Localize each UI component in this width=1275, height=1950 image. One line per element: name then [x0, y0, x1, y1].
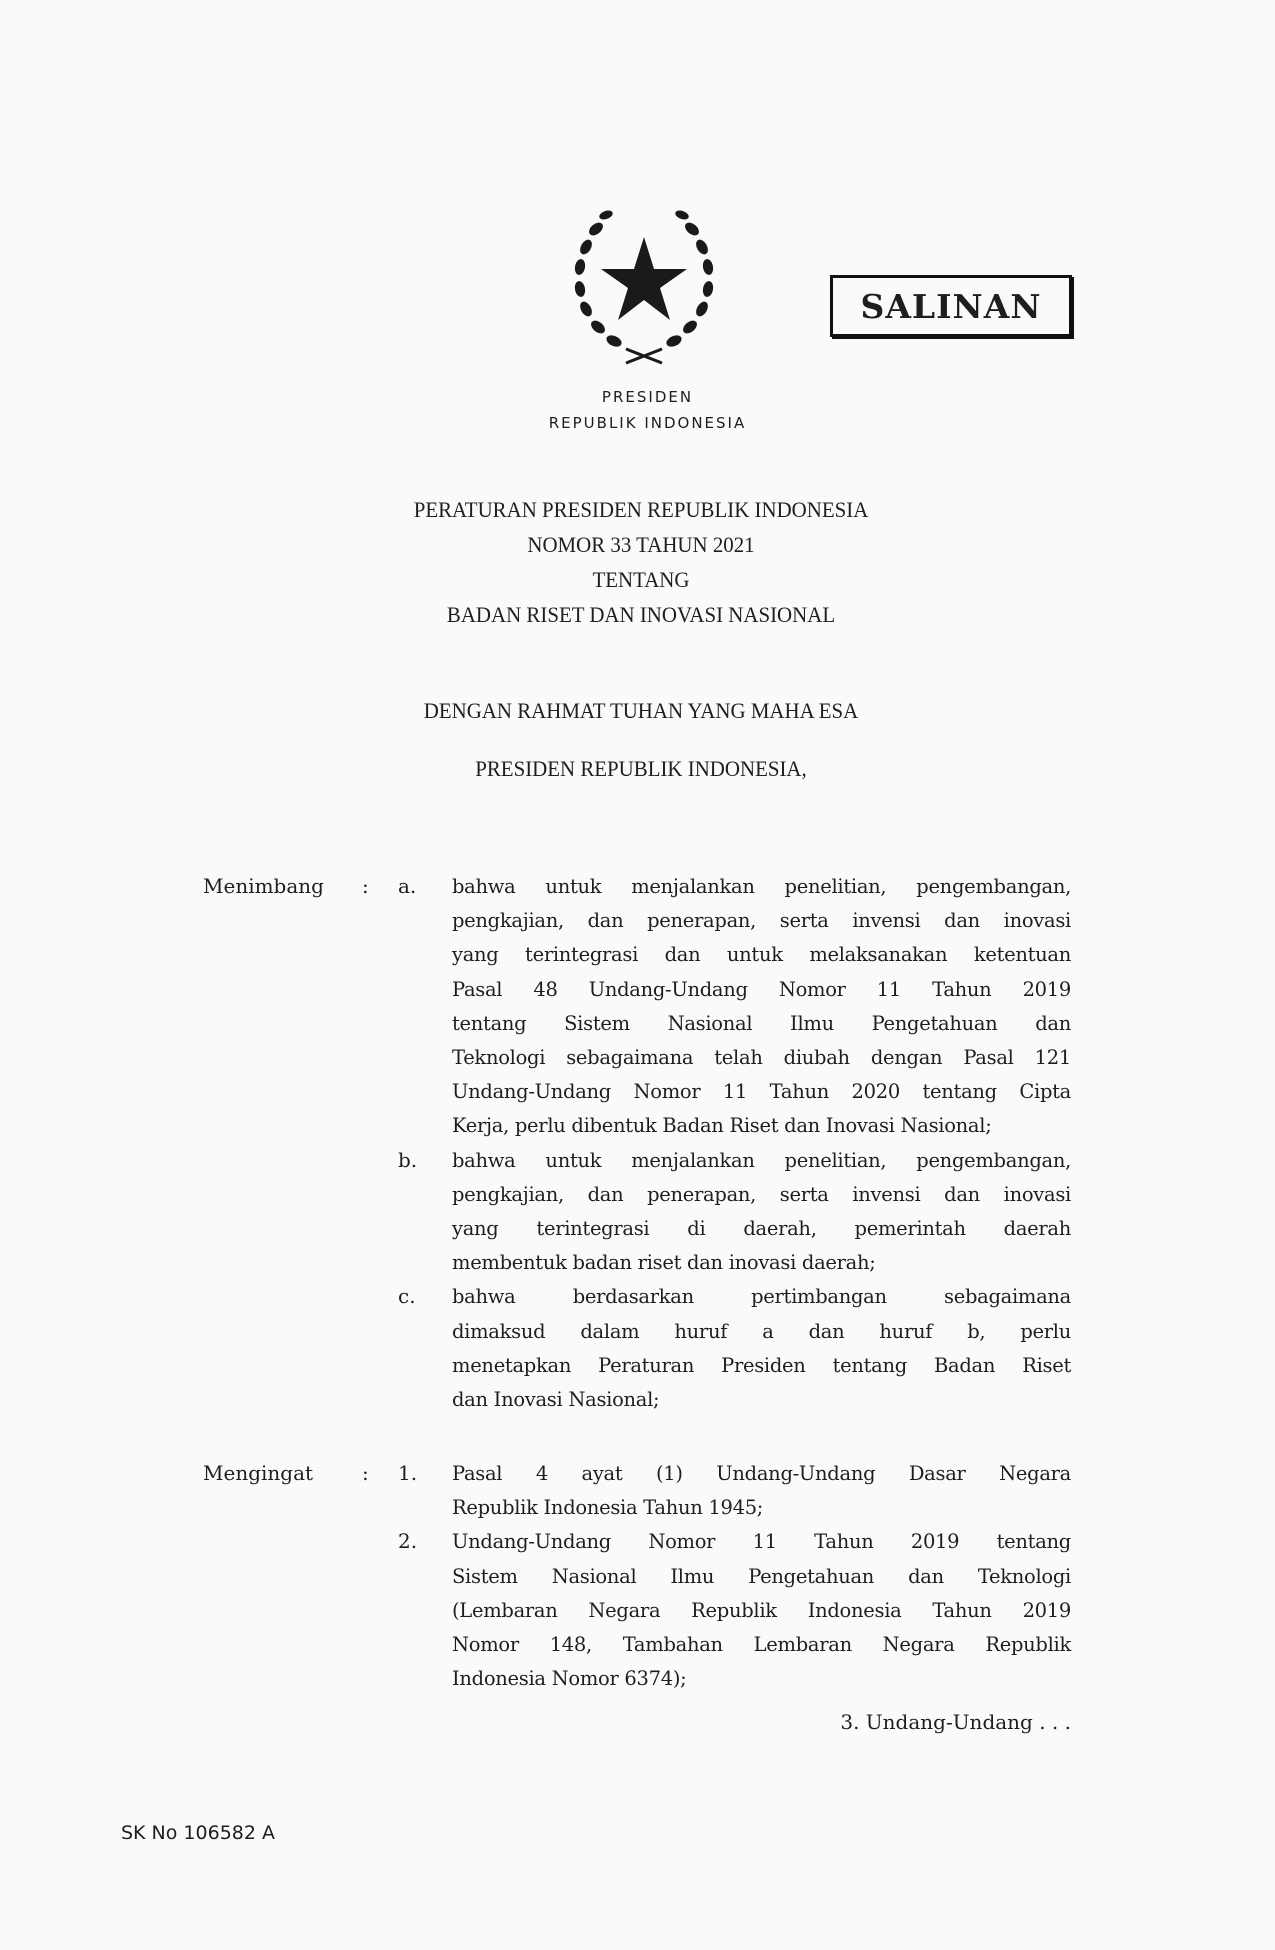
menimbang-item-line: bahwa untuk menjalankan penelitian, pengembangan, [452, 875, 1071, 898]
menimbang-item-line: Undang-Undang Nomor 11 Tahun 2020 tentang Cipta [452, 1080, 1071, 1104]
menimbang-item-line: dan Inovasi Nasional; [452, 1388, 660, 1411]
mengingat-item-line: Nomor 148, Tambahan Lembaran Negara Republik [452, 1633, 1071, 1656]
menimbang-item-line: yang terintegrasi dan untuk melaksanakan ketentuan [452, 943, 1071, 967]
menimbang-item-marker: a. [398, 874, 417, 898]
mengingat-item-marker: 1. [398, 1461, 418, 1485]
menimbang-label: Menimbang [203, 874, 324, 898]
menimbang-item-line: pengkajian, dan penerapan, serta invensi dan inovasi [452, 1182, 1071, 1206]
mengingat-item-line: Republik Indonesia Tahun 1945; [452, 1496, 764, 1520]
menimbang-item-line: bahwa untuk menjalankan penelitian, pengembangan, [452, 1148, 1071, 1172]
menimbang-item-line: yang terintegrasi di daerah, pemerintah daerah [452, 1217, 1071, 1240]
mengingat-item-line: Undang-Undang Nomor 11 Tahun 2019 tentang [452, 1530, 1071, 1554]
mengingat-colon: : [362, 1461, 369, 1485]
mengingat-item-line: Indonesia Nomor 6374); [452, 1667, 687, 1691]
title-line-3: TENTANG [592, 567, 690, 592]
menimbang-item-marker: b. [398, 1147, 418, 1172]
mengingat-item-line: Sistem Nasional Ilmu Pengetahuan dan Teknologi [452, 1564, 1071, 1588]
menimbang-item-line: Kerja, perlu dibentuk Badan Riset dan Inovasi Nasional; [452, 1114, 992, 1138]
menimbang-item-line: membentuk badan riset dan inovasi daerah; [452, 1251, 876, 1275]
menimbang-item-line: tentang Sistem Nasional Ilmu Pengetahuan dan [452, 1011, 1071, 1035]
presidential-emblem-icon [566, 199, 722, 367]
title-line-2: NOMOR 33 TAHUN 2021 [527, 532, 755, 557]
menimbang-item-line: bahwa berdasarkan pertimbangan sebagaimana [452, 1285, 1071, 1309]
menimbang-item-line: pengkajian, dan penerapan, serta invensi dan inovasi [452, 909, 1071, 933]
preamble-line-1: DENGAN RAHMAT TUHAN YANG MAHA ESA [423, 698, 859, 723]
mengingat-label: Mengingat [203, 1461, 314, 1485]
mengingat-item-marker: 2. [398, 1529, 418, 1554]
menimbang-item-line: menetapkan Peraturan Presiden tentang Badan Riset [452, 1353, 1071, 1377]
menimbang-item-line: dimaksud dalam huruf a dan huruf b, perlu [452, 1319, 1071, 1343]
menimbang-item-line: Pasal 48 Undang-Undang Nomor 11 Tahun 2019 [452, 977, 1071, 1001]
continuation-note: 3. Undang-Undang . . . [840, 1710, 1071, 1734]
office-line-1: PRESIDEN [601, 388, 694, 406]
menimbang-item-line: Teknologi sebagaimana telah diubah dengan Pasal 121 [452, 1046, 1071, 1069]
title-line-4: BADAN RISET DAN INOVASI NASIONAL [446, 602, 836, 627]
preamble-line-2: PRESIDEN REPUBLIK INDONESIA, [475, 756, 807, 781]
salinan-stamp: SALINAN [830, 275, 1072, 337]
title-line-1: PERATURAN PRESIDEN REPUBLIK INDONESIA [413, 497, 869, 522]
mengingat-item-line: Pasal 4 ayat (1) Undang-Undang Dasar Negara [452, 1462, 1071, 1485]
menimbang-colon: : [362, 874, 369, 898]
menimbang-item-marker: c. [398, 1284, 416, 1309]
office-line-2: REPUBLIK INDONESIA [548, 414, 747, 432]
mengingat-item-line: (Lembaran Negara Republik Indonesia Tahun 2019 [452, 1598, 1071, 1622]
sk-number: SK No 106582 A [121, 1822, 276, 1844]
